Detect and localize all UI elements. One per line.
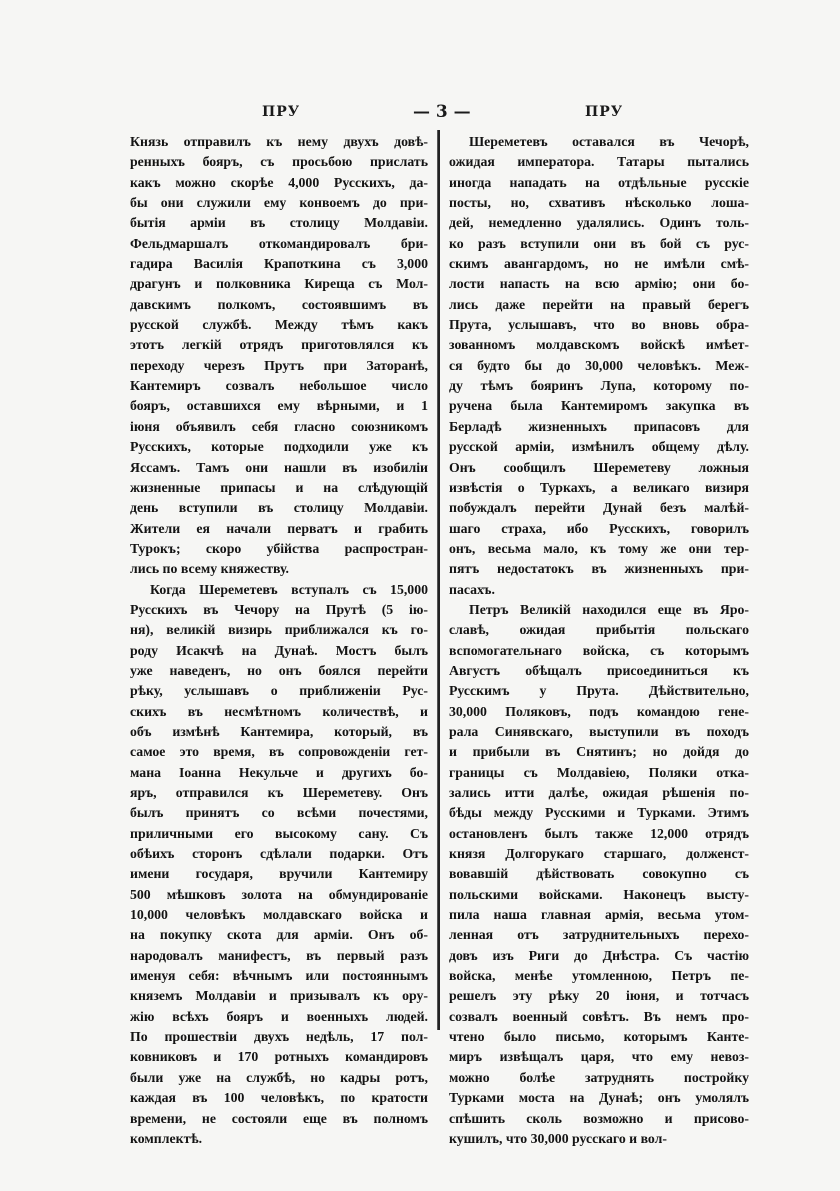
text-line: ленная отъ затруднительныхъ перехо- (449, 927, 749, 943)
text-line: границы съ Молдавіею, Поляки отка- (449, 764, 749, 780)
text-line: пила наша главная армія, весьма утом- (449, 907, 749, 923)
text-line: онъ, весьма мало, къ тому же они тер- (449, 540, 749, 556)
text-line: иногда нападать на отдѣльные русскіе (449, 174, 749, 190)
text-line: были уже на службѣ, но кадры ротъ, (130, 1069, 428, 1085)
text-line: Русскимъ у Прута. Дѣйствительно, (449, 683, 749, 699)
text-line: шаго страха, ибо Русскихъ, говорилъ (449, 520, 749, 536)
text-line: самое это время, въ сопровожденіи гет- (130, 744, 428, 760)
text-line: уже наведенъ, но онъ боялся перейти (130, 662, 428, 678)
text-line: гадира Василія Крапоткина съ 3,000 (130, 256, 428, 272)
text-line: іюня объявилъ себя гласно союзникомъ (130, 418, 428, 434)
text-line: ко разъ вступили они въ бой съ рус- (449, 235, 749, 251)
page-number: — 3 — (413, 102, 471, 122)
text-line: Жители ея начали перватъ и грабить (130, 520, 428, 536)
left-text-column (130, 132, 428, 1149)
text-line: мана Іоанна Некульче и другихъ бо- (130, 764, 428, 780)
text-line: Фельдмаршалъ откомандировалъ бри- (130, 235, 428, 251)
text-line: рѣку, услышавъ о приближеніи Рус- (130, 683, 428, 699)
text-line: Русскихъ въ Чечору на Прутѣ (5 ію- (130, 601, 428, 617)
text-line: Турками моста на Дунаѣ; онъ умолялъ (449, 1090, 749, 1106)
text-line: Петръ Великій находился еще въ Яро- (469, 601, 749, 617)
text-line: миръ извѣщалъ царя, что ему невоз- (449, 1049, 749, 1065)
column-divider (437, 130, 440, 1030)
text-line: польскими войсками. Наконецъ высту- (449, 886, 749, 902)
text-line: ня), великій визирь приближался къ го- (130, 622, 428, 638)
text-line: 500 мѣшковъ золота на обмундированіе (130, 886, 428, 902)
text-line: 10,000 человѣкъ молдавскаго войска и (130, 907, 428, 923)
text-line: жію всѣхъ бояръ и военныхъ людей. (130, 1008, 428, 1024)
text-line: объ измѣнѣ Кантемира, который, въ (130, 723, 428, 739)
header-right-catchword: ПРУ (585, 104, 624, 120)
text-line: Онъ сообщилъ Шереметеву ложныя (449, 459, 749, 475)
text-line: ручена была Кантемиромъ закупка въ (449, 398, 749, 414)
text-line: славѣ, ожидая прибытія польскаго (449, 622, 749, 638)
text-line: Августъ обѣщалъ присоединиться къ (449, 662, 749, 678)
text-line: ся будто бы до 30,000 человѣкъ. Меж- (449, 357, 749, 373)
text-line: пасахъ. (449, 581, 495, 597)
text-line: русской арміи, измѣнилъ общему дѣлу. (449, 439, 749, 455)
text-line: приличными его высокому сану. Съ (130, 825, 428, 841)
text-line: скихъ въ несмѣтномъ количествѣ, и (130, 703, 428, 719)
text-line: По прошествіи двухъ недѣль, 17 пол- (130, 1029, 428, 1045)
text-line: пятъ недостатокъ въ жизненныхъ при- (449, 561, 749, 577)
text-line: Шереметевъ оставался въ Чечорѣ, (469, 134, 749, 149)
text-line: ожидая императора. Татары пытались (449, 154, 749, 170)
text-line: на покупку скота для арміи. Онъ об- (130, 927, 428, 943)
text-line: народовалъ манифестъ, въ первый разъ (130, 947, 428, 963)
text-line: Турокъ; скоро убійства распростран- (130, 540, 428, 556)
text-line: побуждалъ перейти Дунай безъ малѣй- (449, 500, 749, 516)
text-line: бытія арміи въ столицу Молдавіи. (130, 215, 428, 231)
text-line: драгунъ и полковника Киреща съ Мол- (130, 276, 428, 292)
text-line: русской службѣ. Между тѣмъ какъ (130, 317, 428, 333)
text-line: и прибыли въ Снятинъ; но дойдя до (449, 744, 749, 760)
text-line: Когда Шереметевъ вступалъ съ 15,000 (150, 581, 428, 597)
text-line: зались итти далѣе, ожидая рѣшенія по- (449, 785, 749, 800)
running-header (120, 104, 752, 124)
text-line: чтено было письмо, которымъ Канте- (449, 1029, 749, 1045)
text-line: переходу черезъ Прутъ при Заторанѣ, (130, 357, 428, 373)
right-text-column (449, 132, 749, 1149)
text-line: былъ принятъ со всѣми почестями, (130, 805, 428, 821)
text-line: довъ изъ Риги до Днѣстра. Съ частію (449, 947, 749, 963)
text-line: княземъ Молдавіи и призывалъ къ ору- (130, 988, 428, 1004)
text-line: Кантемиръ созвалъ небольшое число (130, 378, 428, 394)
text-line: решелъ эту рѣку 20 іюня, и тотчасъ (449, 988, 749, 1004)
text-line: созвалъ военный совѣтъ. Въ немъ про- (449, 1008, 749, 1024)
text-line: Берладѣ жизненныхъ припасовъ для (449, 418, 749, 434)
text-line: ренныхъ бояръ, съ просьбою прислать (130, 154, 428, 170)
text-line: именуя себя: вѣчнымъ или постояннымъ (130, 968, 428, 984)
text-line: спѣшить сколь возможно и присово- (449, 1110, 749, 1126)
text-line: войска, менѣе утомленною, Петръ пе- (449, 968, 749, 984)
text-line: какъ можно скорѣе 4,000 Русскихъ, да- (130, 174, 428, 190)
text-line: этотъ легкій отрядъ приготовлялся къ (130, 337, 428, 353)
text-line: лости напасть на всю армію; они бо- (449, 276, 749, 292)
text-line: лись по всему княжеству. (130, 561, 289, 577)
text-line: Князь отправилъ къ нему двухъ довѣ- (130, 134, 428, 149)
text-line: имени государя, вручили Кантемиру (130, 866, 428, 882)
text-line: зованномъ молдавскомъ войскѣ имѣет- (449, 337, 749, 353)
text-line: остановленъ былъ также 12,000 отрядъ (449, 825, 749, 841)
text-line: Прута, услышавъ, что во вновь обра- (449, 317, 749, 333)
text-line: дей, немедленно удалялись. Одинъ толь- (449, 215, 749, 231)
text-line: кушилъ, что 30,000 русскаго и вол- (449, 1130, 667, 1146)
text-line: бояръ, оставшихся ему вѣрными, и 1 (130, 398, 428, 414)
text-line: роду Исакчѣ на Дунаѣ. Мостъ былъ (130, 642, 428, 658)
text-line: лись даже перейти на правый берегъ (449, 296, 749, 312)
text-line: Яссамъ. Тамъ они нашли въ изобиліи (130, 459, 428, 475)
text-line: вспомогательнаго войска, съ которымъ (449, 642, 749, 658)
text-line: ковниковъ и 170 ротныхъ командировъ (130, 1049, 428, 1065)
text-line: бы они служили ему конвоемъ до при- (130, 195, 428, 211)
text-line: давскимъ полкомъ, состоявшимъ въ (130, 296, 428, 312)
text-line: каждая въ 100 человѣкъ, по кратости (130, 1090, 428, 1106)
text-line: 30,000 Поляковъ, подъ командою гене- (449, 703, 749, 719)
text-line: яръ, отправился къ Шереметеву. Онъ (130, 785, 428, 800)
text-line: жизненные припасы и на слѣдующій (130, 479, 428, 495)
text-line: извѣстія о Туркахъ, а великаго визиря (449, 479, 749, 495)
text-line: обѣихъ сторонъ сдѣлали подарки. Отъ (130, 846, 428, 862)
text-line: посты, но, схвативъ нѣсколько лоша- (449, 195, 749, 211)
text-line: скимъ авангардомъ, но не имѣли смѣ- (449, 256, 749, 272)
text-line: времени, не состояли еще въ полномъ (130, 1110, 428, 1126)
text-line: день вступили въ столицу Молдавіи. (130, 500, 428, 516)
text-line: бѣды между Русскими и Турками. Этимъ (449, 805, 749, 821)
text-line: Русскихъ, которые подходили уже къ (130, 439, 428, 455)
text-line: можно болѣе затруднять постройку (449, 1069, 749, 1085)
text-line: князя Долгорукаго старшаго, долженст- (449, 846, 749, 862)
text-line: ду тѣмъ бояринъ Лупа, которому по- (449, 378, 749, 394)
header-left-catchword: ПРУ (262, 104, 301, 120)
text-line: вовавшій дѣйствовать совокупно съ (449, 866, 749, 882)
text-line: комплектѣ. (130, 1130, 203, 1146)
text-line: рала Синявскаго, выступили въ походъ (449, 723, 749, 739)
